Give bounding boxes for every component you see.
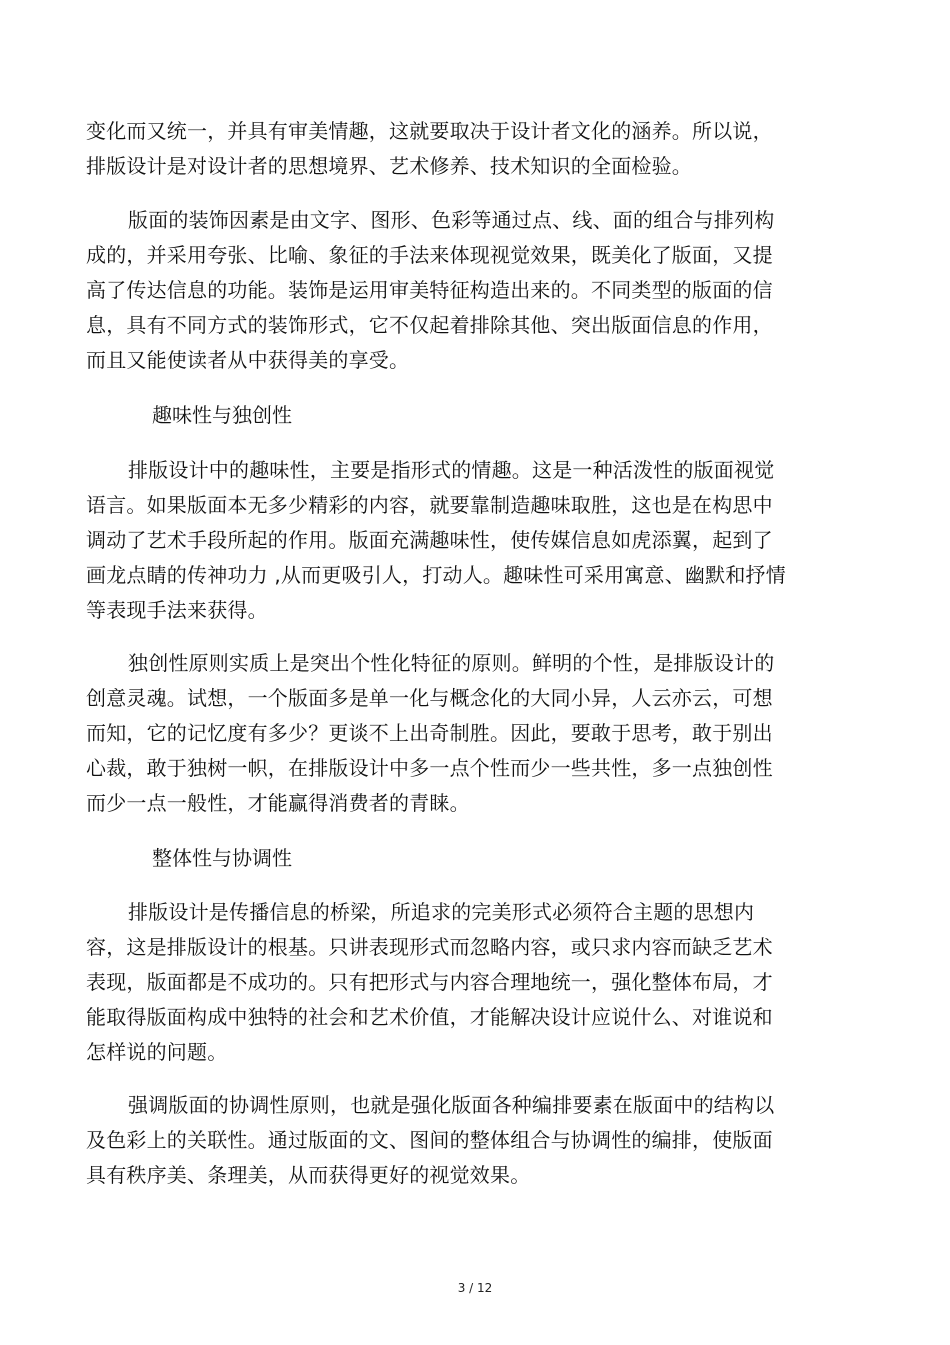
paragraph-3-line-5: 等表现手法来获得。 (86, 598, 268, 622)
paragraph-5-line-2: 容，这是排版设计的根基。只讲表现形式而忽略内容，或只求内容而缺乏艺术 (86, 935, 773, 959)
page-number: 3 / 12 (457, 1281, 493, 1295)
paragraph-3-line-1: 排版设计中的趣味性，主要是指形式的情趣。这是一种活泼性的版面视觉 (128, 458, 775, 482)
paragraph-5-line-4: 能取得版面构成中独特的社会和艺术价值，才能解决设计应说什么、对谁说和 (86, 1005, 773, 1029)
paragraph-4-line-5: 而少一点一般性，才能赢得消费者的青睐。 (86, 791, 470, 815)
paragraph-4-line-1: 独创性原则实质上是突出个性化特征的原则。鲜明的个性，是排版设计的 (128, 651, 775, 675)
paragraph-5-line-3: 表现，版面都是不成功的。只有把形式与内容合理地统一，强化整体布局，才 (86, 970, 773, 994)
paragraph-6-line-1: 强调版面的协调性原则，也就是强化版面各种编排要素在版面中的结构以 (128, 1093, 775, 1117)
paragraph-1-line-1: 变化而又统一，并具有审美情趣，这就要取决于设计者文化的涵养。所以说， (86, 119, 773, 143)
paragraph-3-line-2: 语言。如果版面本无多少精彩的内容，就要靠制造趣味取胜，这也是在构思中 (86, 493, 773, 517)
paragraph-5-line-1: 排版设计是传播信息的桥梁，所追求的完美形式必须符合主题的思想内 (128, 900, 755, 924)
paragraph-2-line-4: 息，具有不同方式的装饰形式，它不仅起着排除其他、突出版面信息的作用， (86, 313, 773, 337)
paragraph-5-line-5: 怎样说的问题。 (86, 1040, 228, 1064)
paragraph-6-line-3: 具有秩序美、条理美，从而获得更好的视觉效果。 (86, 1163, 531, 1187)
section-heading-unity-harmony: 整体性与协调性 (152, 846, 292, 870)
paragraph-3-line-3: 调动了艺术手段所起的作用。版面充满趣味性，使传媒信息如虎添翼，起到了 (86, 528, 773, 552)
paragraph-4-line-2: 创意灵魂。试想，一个版面多是单一化与概念化的大同小异，人云亦云，可想 (86, 686, 773, 710)
paragraph-3-line-4: 画龙点睛的传神功力 ,从而更吸引人，打动人。趣味性可采用寓意、幽默和抒情 (86, 563, 786, 587)
paragraph-4-line-3: 而知，它的记忆度有多少？更谈不上出奇制胜。因此，要敢于思考，敢于别出 (86, 721, 773, 745)
section-heading-interest-originality: 趣味性与独创性 (152, 403, 292, 427)
paragraph-2-line-2: 成的，并采用夸张、比喻、象征的手法来体现视觉效果，既美化了版面，又提 (86, 243, 773, 267)
paragraph-2-line-5: 而且又能使读者从中获得美的享受。 (86, 348, 410, 372)
paragraph-6-line-2: 及色彩上的关联性。通过版面的文、图间的整体组合与协调性的编排，使版面 (86, 1128, 773, 1152)
paragraph-1-line-2: 排版设计是对设计者的思想境界、艺术修养、技术知识的全面检验。 (86, 154, 692, 178)
paragraph-4-line-4: 心裁，敢于独树一帜，在排版设计中多一点个性而少一些共性，多一点独创性 (86, 756, 773, 780)
paragraph-2-line-3: 高了传达信息的功能。装饰是运用审美特征构造出来的。不同类型的版面的信 (86, 278, 773, 302)
paragraph-2-line-1: 版面的装饰因素是由文字、图形、色彩等通过点、线、面的组合与排列构 (128, 208, 775, 232)
